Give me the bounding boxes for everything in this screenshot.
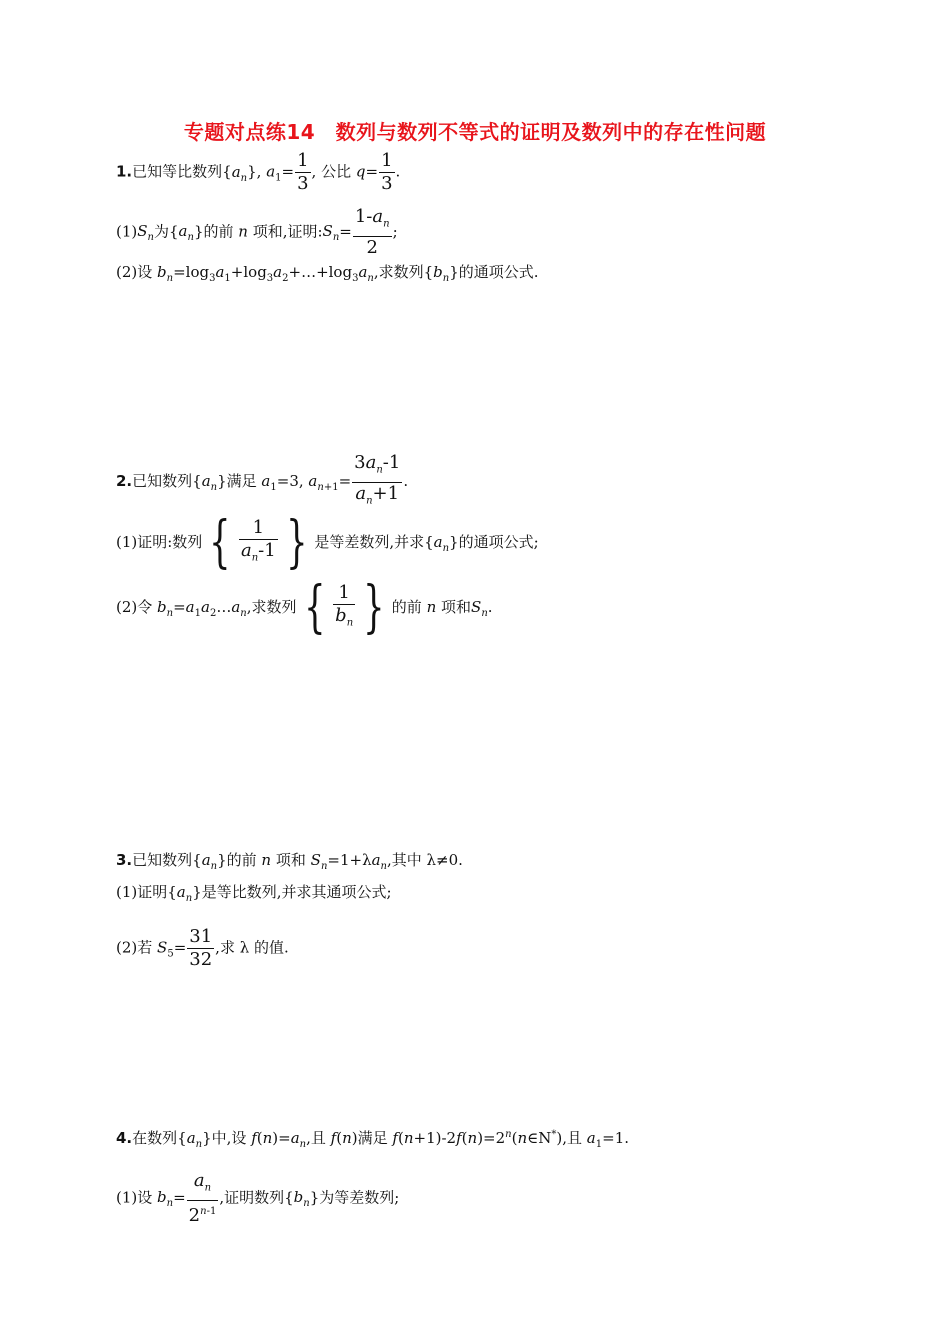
fraction: $\frac{a_n}{2^{n-1}}$ (188, 1170, 217, 1226)
problem-4-part-1: (1)设 $b_n=$ $\frac{a_n}{2^{n-1}}$ ,证明数列$\{b_n\}$为等差数列; (116, 1170, 400, 1226)
problem-2-part-2: (2)令 $b_n=a_1a_2\dots a_n$,求数列 { $\frac{1}{b_n}$ } 的前 n 项和$S_n$. (116, 575, 493, 640)
fraction: $\frac{3a_n-1}{a_n+1}$ (354, 452, 401, 507)
page-title: 专题对点练14 数列与数列不等式的证明及数列中的存在性问题 (183, 120, 767, 144)
problem-1-part-2: (2)设 $b_n=\log_3a_1+\log_3a_2+\dots+\log_3a_n$,求数列$\{b_n\}$的通项公式. (116, 263, 539, 284)
fraction: $\frac{31}{32}$ (189, 926, 213, 970)
problem-2-part-1: (1)证明:数列 { $\frac{1}{a_n-1}$ } 是等差数列,并求$\{a_n\}$的通项公式; (116, 510, 539, 575)
problem-4-stem: 4.在数列$\{a_n\}$中,设 $f(n)=a_n$,且 f(n)满足 $f(n+1)-2f(n)=2^n(n\in N^*)$,且 $a_1=1$. (116, 1129, 630, 1150)
problem-3-stem: 3.已知数列$\{a_n\}$的前 n 项和 $S_n=1+\lambda a_n$,其中 λ≠0. (116, 851, 463, 872)
fraction: $\frac{1}{3}$ (297, 150, 309, 194)
problem-1-part-1: $(1)S_n$为$\{a_n\}$的前 n 项和,证明$:S_n=$ $\frac{1-a_n}{2}$ ; (116, 206, 398, 258)
fraction: $\frac{1-a_n}{2}$ (354, 206, 390, 258)
fraction: $\frac{1}{3}$ (381, 150, 393, 194)
problem-1-stem: 1.已知等比数列$\{a_n\}$, $a_1=$ $\frac{1}{3}$ , 公比 q= $\frac{1}{3}$ . (116, 150, 401, 194)
fraction: $\frac{1}{b_n}$ (335, 581, 354, 629)
fraction: $\frac{1}{a_n-1}$ (240, 516, 276, 564)
problem-2-stem: 2.已知数列$\{a_n\}$满足 $a_1=3$, $a_{n+1}=$ $\frac{3a_n-1}{a_n+1}$ . (116, 452, 408, 512)
problem-3-part-2: (2)若 $S_5=$ $\frac{31}{32}$ ,求 λ 的值. (116, 926, 289, 970)
problem-3-part-1: (1)证明$\{a_n\}$是等比数列,并求其通项公式; (116, 883, 392, 904)
